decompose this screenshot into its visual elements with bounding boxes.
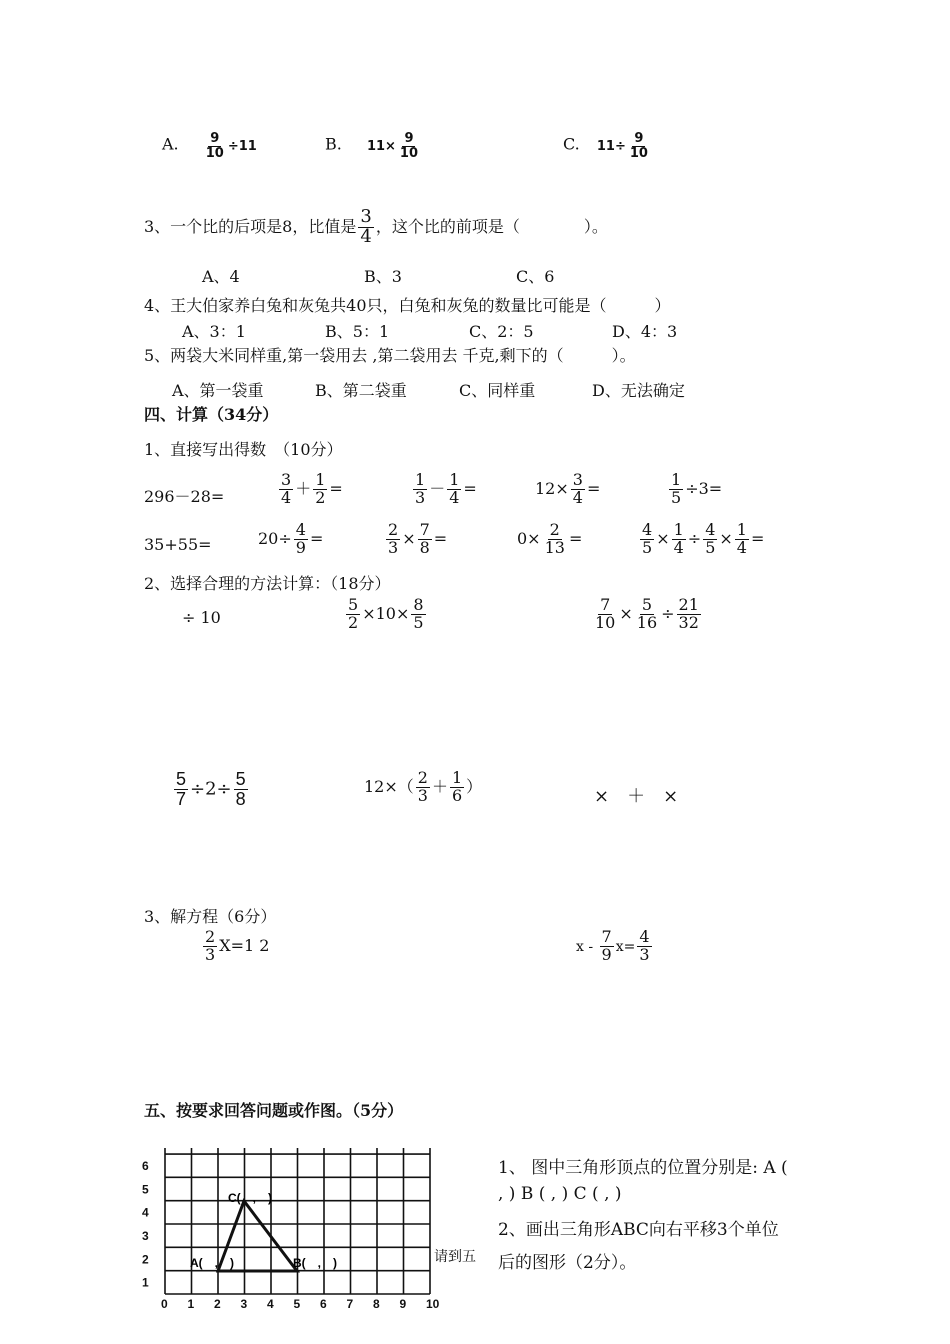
q3-text: 3、一个比的后项是8，比值是 $\frac{3}{4}$ ，这个比的前项是（ ）。 [144,206,608,247]
q4-option-c: C、2：5 [469,322,534,341]
x-tick-label: 3 [240,1297,248,1311]
q4-option-d: D、4：3 [612,322,678,341]
calc-r1-e2: $\frac{3}{4}$ ＋ $\frac{1}{2}$ = [281,470,343,507]
q5-option-b: B、第二袋重 [315,381,407,400]
q4-text: 4、王大伯家养白兔和灰兔共40只，白兔和灰兔的数量比可能是（ ） [144,296,671,315]
calc-r2-e4: 0× $\frac{2}{13}$ = [517,520,583,557]
q2-option-b: B. 11× $\frac{9}{10}$ [325,131,419,161]
x-tick-label: 6 [320,1297,327,1311]
section5-title: 五、按要求回答问题或作图。（5分） [144,1101,404,1120]
y-tick-label: 5 [142,1182,149,1197]
y-tick-label: 2 [142,1252,149,1267]
q2-option-c: C. 11÷ $\frac{9}{10}$ [563,131,648,161]
calc-p2-e: 12×（ $\frac{2}{3}$ ＋ $\frac{1}{6}$ ） [364,768,483,805]
q4-option-a: A、3：1 [182,322,246,341]
q5-option-a: A、第一袋重 [172,381,264,400]
calc-r2-e1: 35+55= [144,535,212,554]
calc-r1-e3: $\frac{1}{3}$ － $\frac{1}{4}$ = [415,470,477,507]
section4-part1-title: 1、直接写出得数 （10分） [144,440,343,459]
calc-p2-b: $\frac{5}{2}$ ×10× $\frac{8}{5}$ [348,595,424,632]
y-tick-label: 1 [142,1275,149,1290]
q3-option-b: B、3 [364,267,402,286]
label-point-b: B( , ) [293,1256,337,1270]
calc-r1-e5: $\frac{1}{5}$ ÷3= [671,470,723,507]
q5-option-d: D、无法确定 [592,381,685,400]
calc-p2-f: × ＋ × [594,786,679,807]
calc-p2-d: $\frac{5}{7}$ ÷2÷ $\frac{5}{8}$ [176,769,246,809]
y-tick-label: 3 [142,1229,149,1244]
x-tick-label: 4 [267,1297,274,1311]
section5-q2-line2: 后的图形（2分）。 [498,1253,637,1273]
x-tick-label: 9 [399,1297,407,1311]
x-tick-label: 1 [187,1297,195,1311]
q3-option-a: A、4 [202,267,240,286]
y-tick-label: 6 [142,1159,149,1174]
q5-text: 5、两袋大米同样重,第一袋用去 ,第二袋用去 千克,剩下的（ ）。 [144,346,636,365]
section4-part2-title: 2、选择合理的方法计算：（18分） [144,574,391,593]
section5-q1-line1: 1、 图中三角形顶点的位置分别是: A ( [498,1158,788,1178]
calc-r1-e1: 296－28= [144,487,225,506]
calc-r2-e2: 20÷ $\frac{4}{9}$ = [258,520,324,557]
calc-r2-e3: $\frac{2}{3}$ × $\frac{7}{8}$ = [388,520,448,557]
calc-p2-a: ÷ 10 [182,608,221,627]
q5-option-c: C、同样重 [459,381,536,400]
section4-title: 四、计算（34分） [144,405,279,424]
equation-a: $\frac{2}{3}$ X=1 2 [205,927,270,964]
x-tick-label: 10 [426,1297,440,1311]
x-tick-label: 7 [346,1297,354,1311]
calc-r2-e5: $\frac{4}{5}$ × $\frac{1}{4}$ ÷ $\frac{4}{5}$ × $\frac{1}{4}$ = [642,520,765,557]
calc-r1-e4: 12× $\frac{3}{4}$ = [535,470,601,507]
x-tick-label: 0 [161,1297,168,1311]
y-tick-label: 4 [142,1205,149,1220]
calc-p2-c: $\frac{7}{10}$ × $\frac{5}{16}$ ÷ $\frac{21}{32}$ [595,595,699,632]
q4-option-b: B、5：1 [325,322,390,341]
section5-q1-line2: , ) B ( , ) C ( , ) [498,1184,622,1204]
q2-option-a: A. $\frac{9}{10}$ ÷11 [162,131,257,161]
cut-off-text: 请到五 [434,1249,476,1265]
section5-q2-line1: 2、画出三角形ABC向右平移3个单位 [498,1220,779,1240]
equation-b: x - $\frac{7}{9}$ x= $\frac{4}{3}$ [576,927,650,964]
x-tick-label: 2 [214,1297,221,1311]
label-point-c: C( , ) [228,1191,272,1205]
coordinate-grid [140,1140,440,1312]
x-tick-label: 5 [293,1297,301,1311]
label-point-a: A( , ) [190,1256,234,1270]
x-tick-label: 8 [373,1297,380,1311]
q3-option-c: C、6 [516,267,555,286]
section4-part3-title: 3、解方程（6分） [144,907,277,926]
